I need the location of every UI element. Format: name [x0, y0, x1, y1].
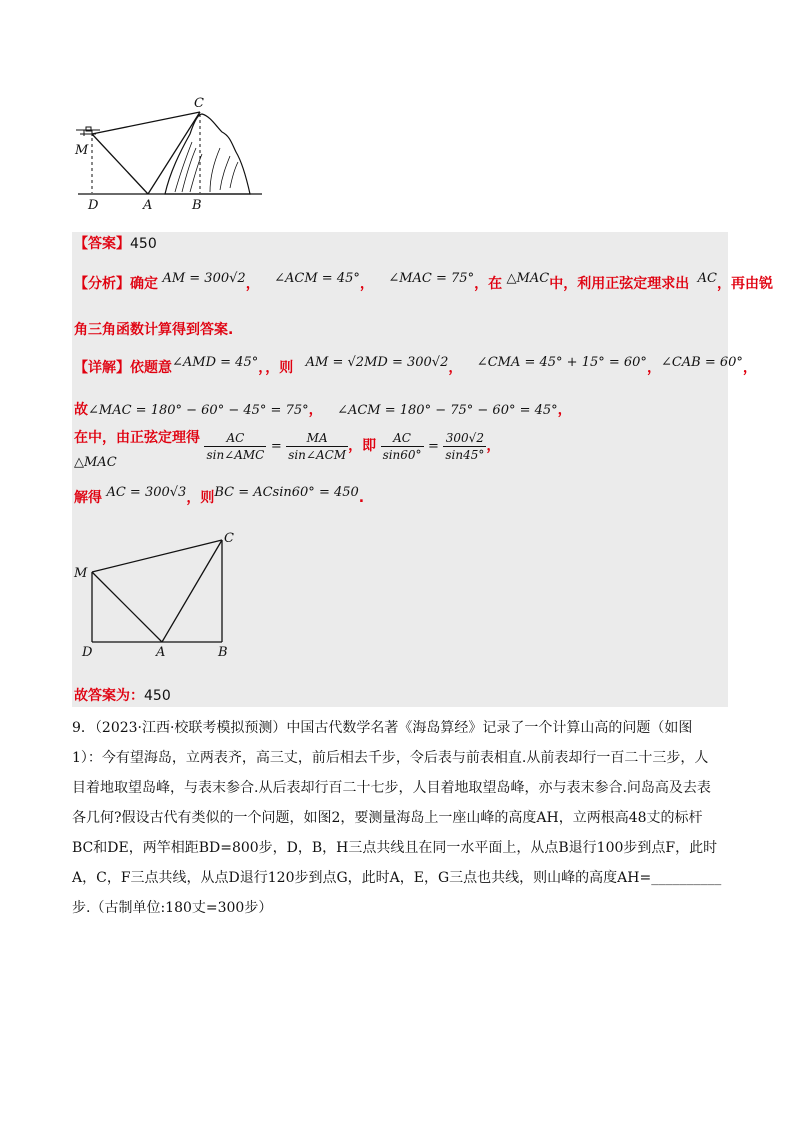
- label-c: C: [194, 96, 204, 111]
- math-ac-result: AC = 300√3: [106, 485, 187, 500]
- detail-text-5: 中，由正弦定理得: [88, 430, 200, 446]
- analysis-text-1: 确定: [130, 276, 158, 292]
- answer-tag: 【答案】: [74, 236, 130, 252]
- detail-text-7: 解得: [74, 490, 102, 506]
- math-triangle-mac: △MAC: [506, 271, 550, 286]
- final-answer-tag: 故答案为：: [74, 688, 144, 704]
- detail-line-1: 【详解】依题意∠AMD = 45°，，则 AM = √2MD = 300√2， ∠CMA = 45° + 15° = 60°，∠CAB = 60°，: [74, 355, 757, 376]
- label-d: D: [88, 198, 99, 212]
- math-triangle-mac-2: △MAC: [74, 455, 117, 470]
- analysis-text-5: 角三角函数计算得到答案.: [74, 322, 234, 338]
- math-cma: ∠CMA = 45° + 15° = 60°: [476, 355, 647, 370]
- math-acm-calc: ∠ACM = 180° − 75° − 60° = 45°: [337, 403, 558, 418]
- label-d-2: D: [82, 645, 93, 660]
- problem-9-line-3: 目着地取望岛峰，与表末参合.从后表却行百二十七步，人目着地取望岛峰，亦与表末参合.问岛高及去表: [72, 780, 711, 796]
- figure-2-diagram: [72, 530, 242, 660]
- problem-9-line-4: 各几何?假设古代有类似的一个问题，如图2，要测量海岛上一座山峰的高度AH，立两根高48丈的标杆: [72, 810, 703, 826]
- fraction-ma-sin-acm: $\frac{MA}{\text{sin∠ACM}}$: [288, 430, 347, 462]
- math-am-eq: AM = √2MD = 300√2: [305, 355, 449, 370]
- final-answer-line: [74, 686, 171, 706]
- problem-9-line-6: A，C，F三点共线，从点D退行120步到点G，此时A，E，G三点也共线，则山峰的高度AH=__________: [72, 870, 722, 886]
- detail-line-3: 在中，由正弦定理得 $\frac{AC}{\text{sin∠AMC}}$ = $\frac{MA}{\text{sin∠ACM}}$ ，即 $\frac{AC}{\sin 60^\circ}$ = $\frac{300√2}{\sin 45^\circ}$ ，: [74, 430, 501, 462]
- math-ac: AC: [697, 271, 717, 286]
- problem-9-line-1: 9．（2023·江西·校联考模拟预测）中国古代数学名著《海岛算经》记录了一个计算山高的问题（如图: [72, 720, 693, 736]
- math-am: AM = 300√2: [162, 271, 246, 286]
- analysis-tag: 【分析】: [74, 276, 130, 292]
- analysis-text-2: ，在: [474, 276, 503, 292]
- detail-text-1: 依题意: [130, 360, 172, 376]
- detail-line-4: 解得 AC = 300√3，则BC = ACsin60° = 450.: [74, 485, 365, 506]
- label-b: B: [192, 198, 202, 212]
- analysis-line-2: [74, 320, 233, 340]
- label-b-2: B: [218, 645, 228, 660]
- label-a-2: A: [156, 645, 166, 660]
- math-mac: ∠MAC = 75°: [388, 271, 475, 286]
- math-bc-result: BC = ACsin60° = 450: [214, 485, 359, 500]
- math-mac-calc: ∠MAC = 180° − 60° − 45° = 75°: [88, 403, 309, 418]
- answer-line: [74, 234, 157, 254]
- math-acm: ∠ACM = 45°: [274, 271, 360, 286]
- analysis-text-4: ，再由锐: [717, 276, 773, 292]
- math-cab: ∠CAB = 60°: [660, 355, 743, 370]
- detail-text-8: ，则: [186, 490, 215, 506]
- math-amd: ∠AMD = 45°: [172, 355, 259, 370]
- fraction-ac-sin60: $\frac{AC}{\sin 60^\circ}$: [382, 430, 422, 462]
- label-a: A: [143, 198, 153, 212]
- problem-9-line-2: 1）：今有望海岛，立两表齐，高三丈，前后相去千步，令后表与前表相直.从前表却行一百二十三步，人: [72, 750, 709, 766]
- answer-value: 450: [130, 236, 157, 252]
- detail-text-2: ，则: [265, 360, 294, 376]
- problem-9-line-5: BC和DE，两竿相距BD=800步，D，B，H三点共线且在同一水平面上，从点B退行100步到点F，此时: [72, 840, 718, 856]
- figure-1-mountain-diagram: [70, 92, 270, 212]
- detail-text-3: 故: [74, 402, 88, 418]
- label-m: M: [75, 143, 89, 158]
- detail-tag: 【详解】: [74, 360, 130, 376]
- detail-line-3b: [74, 452, 117, 473]
- detail-line-2: 故∠MAC = 180° − 60° − 45° = 75°， ∠ACM = 180° − 75° − 60° = 45°，: [74, 402, 572, 418]
- final-answer-value: 450: [144, 688, 171, 704]
- fraction-300root2-sin45: $\frac{300√2}{\sin 45^\circ}$: [445, 430, 485, 462]
- detail-text-4: 在: [74, 430, 88, 446]
- analysis-line-1: 【分析】确定 AM = 300√2， ∠ACM = 45°， ∠MAC = 75°，在 △MAC中，利用正弦定理求出 AC，再由锐: [74, 271, 773, 292]
- analysis-text-3: 中，利用正弦定理求出: [549, 276, 690, 292]
- drone-icon: [76, 127, 100, 136]
- fraction-ac-sin-amc: $\frac{AC}{\text{sin∠AMC}}$: [206, 430, 265, 462]
- label-m-2: M: [74, 566, 88, 581]
- label-c-2: C: [224, 531, 234, 546]
- detail-text-6: ，即: [348, 438, 377, 454]
- problem-9-line-7: 步.（古制单位:180丈=300步）: [72, 900, 273, 916]
